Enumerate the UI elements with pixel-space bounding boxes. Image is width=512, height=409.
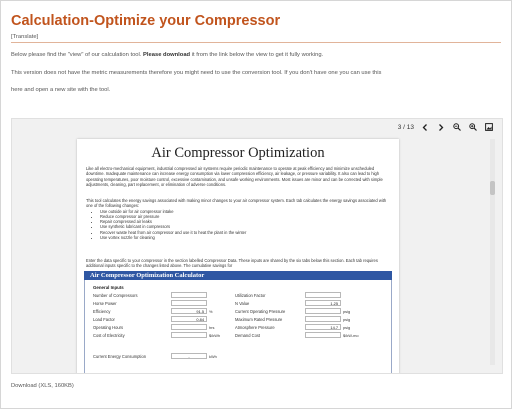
document-viewer[interactable]: [11, 118, 503, 374]
load-factor-field[interactable]: 0.84: [171, 316, 207, 322]
page-indicator: 3 / 13: [397, 123, 414, 131]
unit-label: kWh: [209, 354, 217, 359]
intro-text-before: Below please find the "view" of our calculation tool.: [11, 52, 144, 58]
image-icon[interactable]: [484, 122, 494, 132]
input-label: Number of Compressors: [93, 293, 138, 298]
intro-bold-text: Please download: [143, 52, 191, 58]
unit-label: $/kW-mo: [343, 333, 359, 338]
input-label: Maximum Rated Pressure: [235, 317, 283, 322]
operating-hours-field[interactable]: [171, 324, 207, 330]
intro-text-after: it from the link below the view to get it fully working.: [190, 52, 324, 58]
zoom-out-icon[interactable]: [452, 122, 462, 132]
list-item: • Use outside air for air compressor intake: [100, 209, 390, 214]
rated-pressure-field[interactable]: [305, 316, 341, 322]
electricity-cost-field[interactable]: [171, 332, 207, 338]
unit-label: $/kWh: [209, 333, 221, 338]
list-item: • Repair compressed air leaks: [100, 219, 390, 224]
intro-paragraph-1: [11, 52, 323, 58]
list-item: • Recover waste heat from air compressor and use it to heat the plant in the winter: [100, 230, 390, 235]
input-label: N Value: [235, 301, 250, 306]
title-divider: [11, 42, 501, 43]
energy-consumption-label: Current Energy Consumption: [93, 354, 147, 359]
unit-label: %: [209, 309, 213, 314]
unit-label: psig: [343, 317, 351, 322]
change-list: [86, 209, 390, 241]
document-page: [77, 139, 399, 374]
list-item: • Use synthetic lubricant in compressors: [100, 224, 390, 229]
utilization-factor-field[interactable]: [305, 292, 341, 298]
unit-label: psig: [343, 309, 351, 314]
document-title: Air Compressor Optimization: [151, 145, 325, 161]
translate-link[interactable]: [Translate]: [11, 34, 39, 40]
input-label: Utilization Factor: [235, 293, 266, 298]
scrollbar-thumb[interactable]: [490, 181, 495, 195]
input-label: Horse Power: [93, 301, 117, 306]
input-label: Demand Cost: [235, 333, 261, 338]
unit-label: psig: [343, 325, 351, 330]
general-inputs-heading: General Inputs: [93, 285, 124, 290]
input-label: Operating Hours: [93, 325, 124, 330]
compressors-field[interactable]: [171, 292, 207, 298]
unit-label: hrs: [209, 325, 215, 330]
atmosphere-pressure-field[interactable]: 14.7: [305, 324, 341, 330]
list-item: • Reduce compressor air pressure: [100, 214, 390, 219]
efficiency-field[interactable]: 91.5: [171, 308, 207, 314]
input-label: Atmosphere Pressure: [235, 325, 275, 330]
input-label: Cost of Electricity: [93, 333, 125, 338]
input-label: Efficiency: [93, 309, 111, 314]
intro-paragraph-2: This version does not have the metric measurements therefore you might need to use the conversion tool. If you don't have one you can use this: [11, 70, 382, 76]
viewer-scrollbar[interactable]: [490, 139, 495, 365]
page-title: Calculation-Optimize your Compressor: [11, 13, 281, 29]
calculator-header: Air Compressor Optimization Calculator: [84, 271, 392, 280]
n-value-field[interactable]: 1.25: [305, 300, 341, 306]
chevron-right-icon[interactable]: [436, 122, 446, 132]
demand-cost-field[interactable]: [305, 332, 341, 338]
input-label: Load Factor: [93, 317, 115, 322]
chevron-left-icon[interactable]: [420, 122, 430, 132]
operating-pressure-field[interactable]: [305, 308, 341, 314]
list-item: • Use vortex nozzle for cleaning: [100, 235, 390, 240]
energy-consumption-field: -: [171, 353, 207, 359]
document-paragraph-2-text: This tool calculates the energy savings associated with making minor changes to your air compressor system. Each tab calculates the energy savings associated with one of the following changes:: [86, 198, 387, 209]
horsepower-field[interactable]: [171, 300, 207, 306]
document-paragraph-1: Like all electro-mechanical equipment, industrial compressed air systems require periodic maintenance to operate at peak efficiency and minimize unscheduled downtime. Inadequate maintenance can increase energy consumption via lower compression efficiency, air leakage, or pressure variability. It also can lead to high operating temperatures, poor moisture control, excessive contamination, and unsafe working environments. Most issues are minor and can be corrected with simple adjustments, cleaning, part replacement, or elimination of adverse conditions.: [86, 166, 383, 187]
download-link[interactable]: Download (XLS, 160KB): [11, 383, 74, 389]
viewer-toolbar: [398, 121, 494, 133]
intro-paragraph-3: here and open a new site with the tool.: [11, 87, 111, 93]
calculator-panel: [84, 280, 392, 374]
document-paragraph-3: Enter the data specific to your compressor in the section labelled Compressor Data. These inputs are shared by the six tabs below this section. Each tab requires additional inputs specific to the changes listed above. The cumulative savings for: [86, 258, 378, 269]
document-paragraph-2: [86, 198, 390, 240]
input-label: Current Operating Pressure: [235, 309, 286, 314]
zoom-in-icon[interactable]: [468, 122, 478, 132]
